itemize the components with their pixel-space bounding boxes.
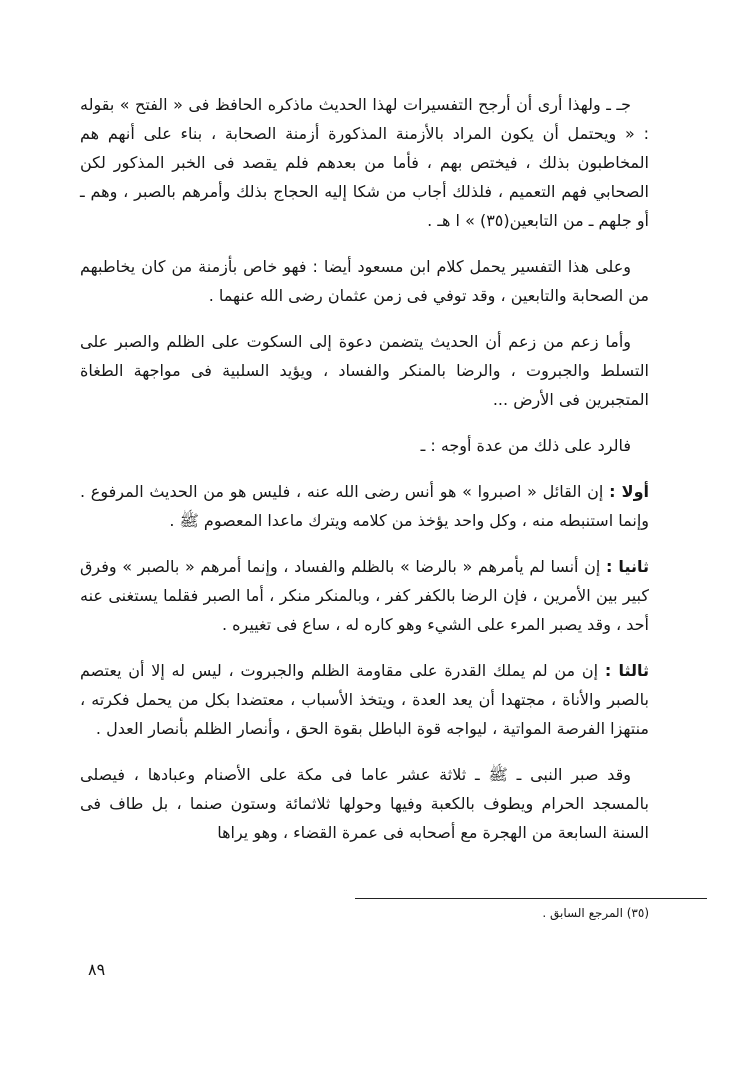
point-first — [80, 477, 649, 535]
point-second-label: ثانيا : — [605, 557, 649, 576]
footnote: (٣٥) المرجع السابق . — [542, 906, 649, 920]
paragraph-hafiz-interpretation: جـ ـ ولهذا أرى أن أرجح التفسيرات لهذا الحديث ماذكره الحافظ فى « الفتح » بقوله : « ويحتمل أن يكون المراد بالأزمنة المذكورة أزمنة الصحابة ، بناء على أنهم هم المخاطبون بذلك ، فيختص بهم ، فأما من بعدهم فلم يقصد فى الخبر المذكور لكن الصحابي فهم التعميم ، فلذلك أجاب من شكا إليه الحجاج بذلك وأمرهم بالصبر ، وهم ـ أو جلهم ـ من التابعين(٣٥) » ا هـ . — [80, 95, 649, 230]
point-first-text: إن القائل « اصبروا » هو أنس رضى الله عنه ، فليس هو من الحديث المرفوع . وإنما استنبطه منه ، وكل واحد يؤخذ من كلامه ويترك ماعدا المعصوم ﷺ . — [80, 482, 649, 530]
point-first-label: أولا : — [609, 482, 650, 501]
paragraph-rebuttal-intro: فالرد على ذلك من عدة أوجه : ـ — [420, 436, 631, 455]
paragraph-ibn-masud: وعلى هذا التفسير يحمل كلام ابن مسعود أيضا : فهو خاص بأزمنة من كان يخاطبهم من الصحابة والتابعين ، وقد توفي فى زمن عثمان رضى الله عنهما . — [80, 257, 649, 305]
point-second — [80, 552, 649, 639]
point-third-label: ثالثا : — [604, 661, 650, 680]
footnote-divider — [355, 898, 707, 899]
page-number: ٨٩ — [88, 960, 106, 979]
point-second-text: إن أنسا لم يأمرهم « بالرضا » بالظلم والفساد ، وإنما أمرهم « بالصبر » وفرق كبير بين الأمرين ، فإن الرضا بالكفر كفر ، وبالمنكر منكر ، أما الصبر فقلما يستغنى عنه أحد ، وقد يصبر المرء على الشيء وهو كاره له ، ساع فى تغييره . — [80, 557, 649, 634]
main-text — [80, 90, 649, 864]
paragraph-claim: وأما زعم من زعم أن الحديث يتضمن دعوة إلى السكوت على الظلم والصبر على التسلط والجبروت ، والرضا بالمنكر والفساد ، ويؤيد السلبية فى مواجهة الطغاة المتجبرين فى الأرض ... — [80, 332, 649, 409]
point-third-text: إن من لم يملك القدرة على مقاومة الظلم والجبروت ، ليس له إلا أن يعتصم بالصبر والأناة ، مجتهدا أن يعد العدة ، ويتخذ الأسباب ، معتضدا بكل من يحمل فكرته ، منتهزا الفرصة المواتية ، ليواجه قوة الباطل بقوة الحق ، وأنصار الظلم بأنصار العدل . — [80, 661, 649, 738]
point-third — [80, 656, 649, 743]
paragraph-prophet-patience: وقد صبر النبى ـ ﷺ ـ ثلاثة عشر عاما فى مكة على الأصنام وعبادها ، فيصلى بالمسجد الحرام ويطوف بالكعبة وفيها وحولها ثلاثمائة وستون صنما ، بل طاف فى السنة السابعة من الهجرة مع أصحابه فى عمرة القضاء ، وهو يراها — [80, 765, 649, 842]
